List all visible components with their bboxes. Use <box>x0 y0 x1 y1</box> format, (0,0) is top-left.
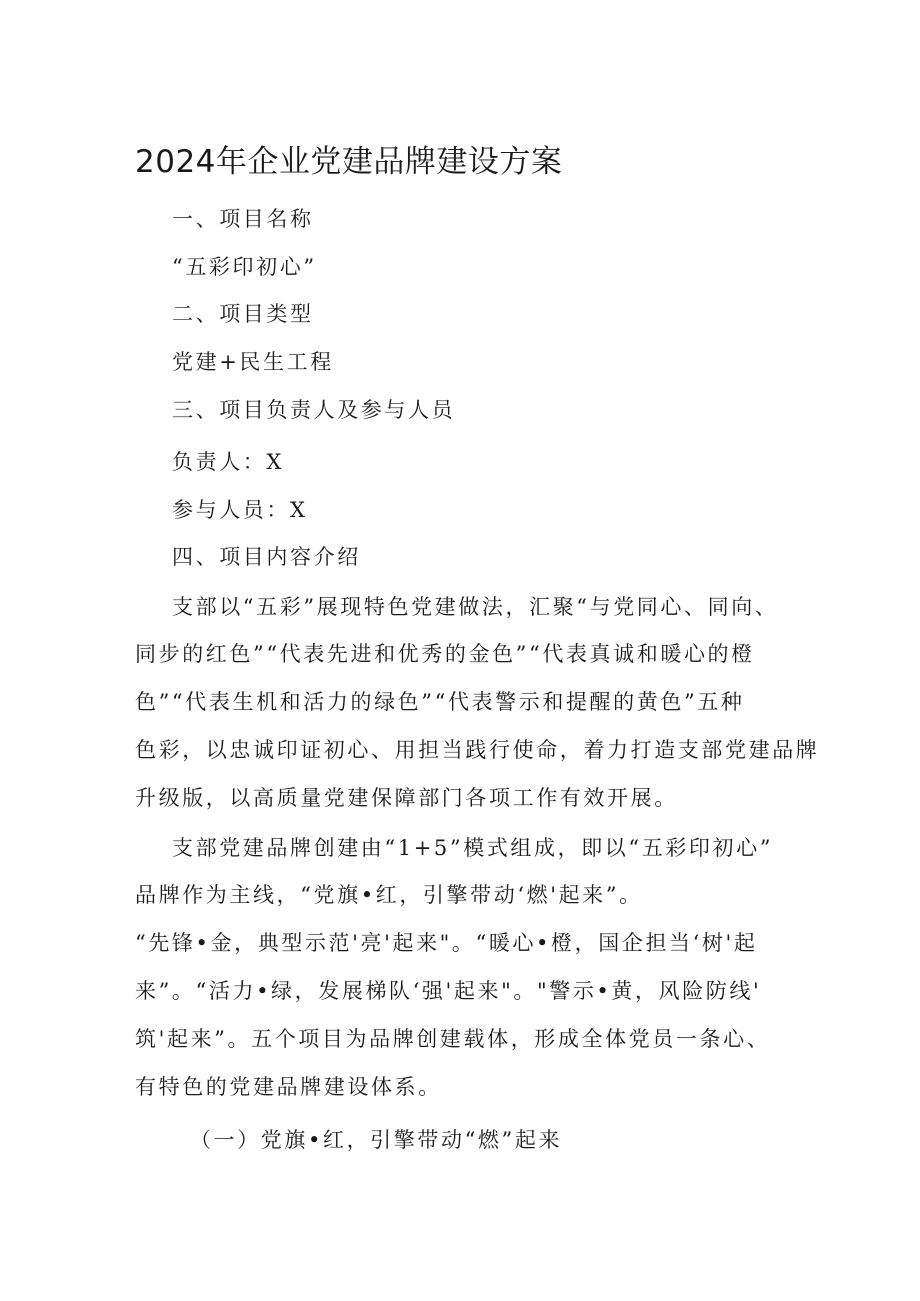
paragraph-line: 有特色的党建品牌建设体系。 <box>135 1075 442 1099</box>
section-heading-project-type: 二、项目类型 <box>172 302 314 326</box>
paragraph-line: 来”。“活力•绿，发展梯队‘强'起来"。"警示•黄，风险防线' <box>135 979 762 1003</box>
person-in-charge: 负责人：X <box>172 450 284 474</box>
participants: 参与人员：X <box>172 498 308 522</box>
section-heading-content: 四、项目内容介绍 <box>172 545 361 569</box>
project-type-value: 党建+民生工程 <box>172 350 334 374</box>
paragraph-line: 支部党建品牌创建由“1+5”模式组成，即以“五彩印初心” <box>172 836 774 860</box>
paragraph-line: 色”“代表生机和活力的绿色”“代表警示和提醒的黄色”五种 <box>135 690 745 714</box>
paragraph-line: “先锋•金，典型示范'亮'起来"。“暖心•橙，国企担当‘树'起 <box>135 931 758 955</box>
paragraph-line: 品牌作为主线，“党旗•红，引擎带动‘燃'起来”。 <box>135 883 643 907</box>
paragraph-line: 支部以“五彩”展现特色党建做法，汇聚“与党同心、同向、 <box>172 595 779 619</box>
paragraph-line: 升级版，以高质量党建保障部门各项工作有效开展。 <box>135 786 678 810</box>
project-name-value: “五彩印初心” <box>172 255 317 279</box>
document-title: 2024年企业党建品牌建设方案 <box>135 144 563 180</box>
subsection-heading: （一）党旗•红，引擎带动“燃”起来 <box>190 1128 563 1152</box>
paragraph-line: 同步的红色”“代表先进和优秀的金色”“代表真诚和暖心的橙 <box>135 642 755 666</box>
paragraph-line: 色彩，以忠诚印证初心、用担当践行使命，着力打造支部党建品牌 <box>135 738 820 762</box>
section-heading-personnel: 三、项目负责人及参与人员 <box>172 398 456 422</box>
paragraph-line: 筑'起来”。五个项目为品牌创建载体，形成全体党员一条心、 <box>135 1027 771 1051</box>
section-heading-project-name: 一、项目名称 <box>172 207 314 231</box>
